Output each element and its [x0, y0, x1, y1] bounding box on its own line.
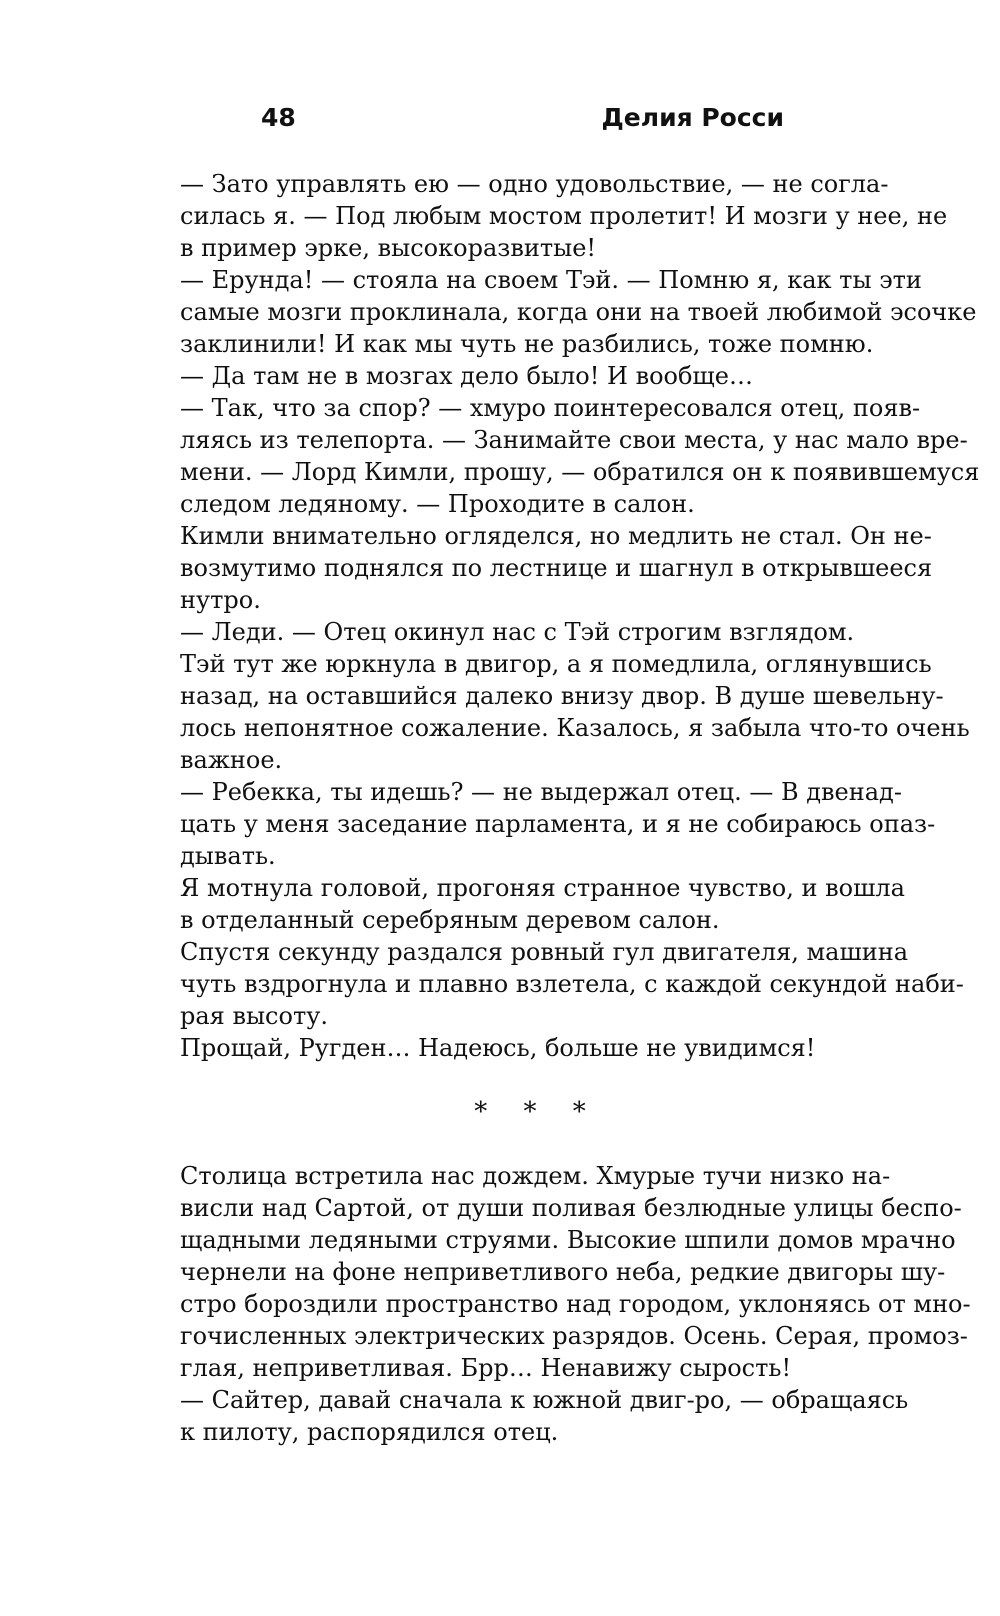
paragraph: [180, 360, 880, 392]
text-line: — Так, что за спор? — хмуро поинтересовался отец, появ-: [180, 394, 921, 422]
text-line: самые мозги проклинала, когда они на твоей любимой эсочке: [180, 298, 977, 326]
text-line: Я мотнула головой, прогоняя странное чувство, и вошла: [180, 874, 905, 902]
paragraph: [180, 264, 977, 360]
text-line: возмутимо поднялся по лестнице и шагнул в открывшееся: [180, 554, 933, 582]
text-line: — Ерунда! — стояла на своем Тэй. — Помню я, как ты эти: [180, 266, 922, 294]
paragraph: [180, 392, 980, 520]
text-line: ляясь из телепорта. — Занимайте свои места, у нас мало вре-: [180, 426, 968, 454]
text-line: щадными ледяными струями. Высокие шпили домов мрачно: [180, 1226, 956, 1254]
text-line: чуть вздрогнула и плавно взлетела, с каждой секундой наби-: [180, 970, 964, 998]
text-line: глая, неприветливая. Брр… Ненавижу сырость!: [180, 1354, 792, 1382]
text-line: Тэй тут же юркнула в двигор, а я помедлила, оглянувшись: [180, 650, 932, 678]
paragraph: [180, 1384, 909, 1448]
text-line: рая высоту.: [180, 1002, 328, 1030]
paragraph: [180, 168, 948, 264]
text-line: Прощай, Ругден… Надеюсь, больше не увидимся!: [180, 1034, 816, 1062]
text-line: — Да там не в мозгах дело было! И вообще…: [180, 362, 753, 390]
text-line: — Леди. — Отец окинул нас с Тэй строгим взглядом.: [180, 618, 855, 646]
text-line: лось непонятное сожаление. Казалось, я забыла что-то очень: [180, 714, 970, 742]
text-line: важное.: [180, 746, 283, 774]
running-header: [180, 103, 880, 143]
text-line: Столица встретила нас дождем. Хмурые тучи низко на-: [180, 1162, 891, 1190]
text-line: в пример эрке, высокоразвитые!: [180, 234, 597, 262]
text-line: к пилоту, распорядился отец.: [180, 1418, 559, 1446]
text-line: нутро.: [180, 586, 261, 614]
text-line: следом ледяному. — Проходите в салон.: [180, 490, 695, 518]
paragraph: [180, 1032, 880, 1064]
text-line: в отделанный серебряным деревом салон.: [180, 906, 720, 934]
paragraph: [180, 520, 933, 616]
text-line: висли над Сартой, от души поливая безлюдные улицы беспо-: [180, 1194, 962, 1222]
text-line: чернели на фоне неприветливого неба, редкие двигоры шу-: [180, 1258, 946, 1286]
text-line: — Зато управлять ею — одно удовольствие, — не согла-: [180, 170, 889, 198]
text-line: дывать.: [180, 842, 276, 870]
text-section-2: [180, 1160, 971, 1448]
paragraph: [180, 776, 936, 872]
paragraph: [180, 648, 970, 776]
text-line: Кимли внимательно огляделся, но медлить не стал. Он не-: [180, 522, 932, 550]
text-line: назад, на оставшийся далеко внизу двор. В душе шевельну-: [180, 682, 944, 710]
book-author: Делия Росси: [601, 103, 784, 132]
body-text: [180, 168, 980, 1448]
text-line: заклинили! И как мы чуть не разбились, тоже помню.: [180, 330, 874, 358]
text-line: — Сайтер, давай сначала к южной двиг-ро, — обращаясь: [180, 1386, 909, 1414]
section-separator: * * *: [474, 1097, 600, 1127]
text-line: гочисленных электрических разрядов. Осень. Серая, промоз-: [180, 1322, 968, 1350]
text-section-1: [180, 168, 980, 1064]
paragraph: [180, 1160, 971, 1384]
paragraph: [180, 872, 905, 936]
text-line: стро бороздили пространство над городом, уклоняясь от мно-: [180, 1290, 971, 1318]
text-line: силась я. — Под любым мостом пролетит! И мозги у нее, не: [180, 202, 948, 230]
text-line: — Ребекка, ты идешь? — не выдержал отец. — В двенад-: [180, 778, 902, 806]
paragraph: [180, 936, 964, 1032]
paragraph: [180, 616, 880, 648]
text-line: мени. — Лорд Кимли, прошу, — обратился он к появившемуся: [180, 458, 980, 486]
page-number: 48: [261, 103, 296, 132]
text-line: цать у меня заседание парламента, и я не собираюсь опаз-: [180, 810, 936, 838]
text-line: Спустя секунду раздался ровный гул двигателя, машина: [180, 938, 909, 966]
